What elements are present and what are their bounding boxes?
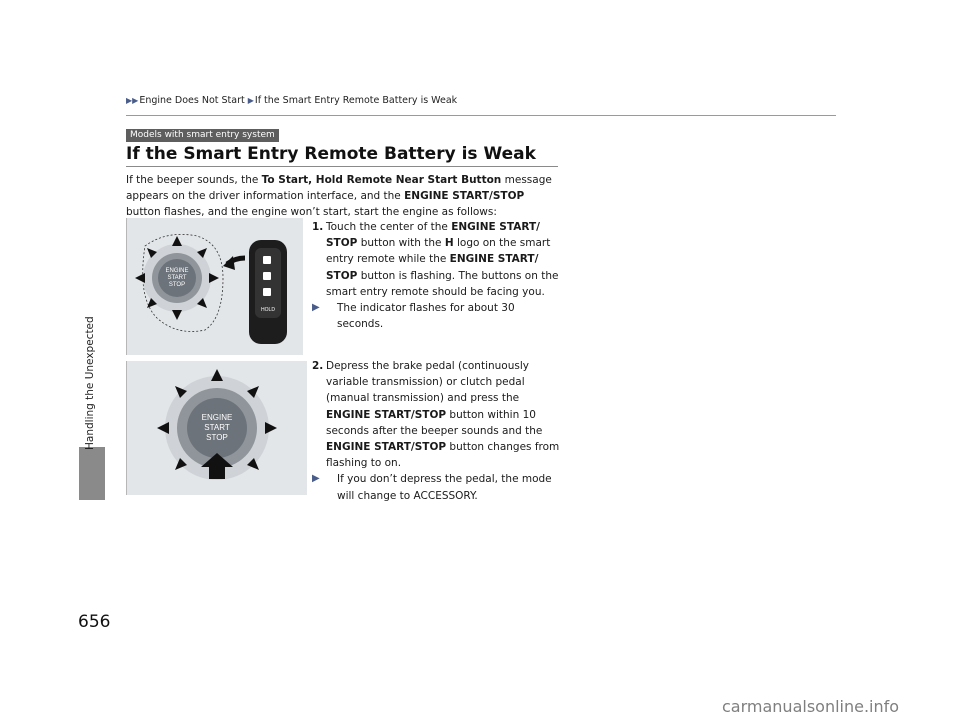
- button-label: ENGINE: [165, 268, 189, 274]
- section-tab: [79, 447, 105, 500]
- step-1: [312, 219, 562, 332]
- section-label: Handling the Unexpected: [84, 316, 96, 450]
- step-number: 1.: [312, 221, 324, 233]
- press-button-drawing: [127, 361, 307, 495]
- logo-name: H: [444, 237, 454, 250]
- title-divider: [126, 166, 558, 167]
- note-arrow-icon: ▶: [312, 473, 320, 485]
- remote-touch-drawing: [127, 218, 303, 355]
- step-text-part: Touch the center of the: [326, 221, 452, 233]
- remote-touch-illustration: [126, 218, 303, 355]
- button-name: ENGINE START/STOP: [326, 408, 447, 421]
- remote-buttons-icon: [263, 256, 271, 296]
- intro-text: button flashes, and the engine won’t start, start the engine as follows:: [126, 206, 497, 219]
- step-2: [312, 358, 562, 504]
- press-button-illustration: [126, 361, 307, 495]
- arrow-head-icon: [223, 256, 235, 270]
- note-text: If you don’t depress the pedal, the mode will change to ACCESSORY.: [337, 473, 552, 502]
- breadcrumb-item[interactable]: If the Smart Entry Remote Battery is Weak: [254, 95, 458, 106]
- watermark: carmanualsonline.info: [722, 697, 900, 716]
- step-text-part: logo on the smart entry remote while the: [326, 237, 551, 266]
- button-name: ENGINE START/ STOP: [326, 253, 539, 282]
- button-label: START: [167, 275, 187, 281]
- note-arrow-icon: ▶: [312, 302, 320, 314]
- button-label: ENGINE: [201, 413, 233, 422]
- breadcrumb: [126, 95, 457, 106]
- button-label: STOP: [206, 433, 228, 442]
- intro-text: If the beeper sounds, the: [126, 174, 262, 186]
- step-note: [312, 471, 562, 503]
- breadcrumb-arrow-icon: ▶▶: [126, 96, 139, 105]
- breadcrumb-arrow-icon: ▶: [247, 96, 254, 105]
- step-text-part: button within 10 seconds after the beeper sounds and the: [326, 408, 543, 437]
- step-text-part: button changes from flashing to on.: [326, 441, 560, 470]
- page-title: If the Smart Entry Remote Battery is Weak: [126, 144, 536, 164]
- step-text-part: Depress the brake pedal (continuously variable transmission) or clutch pedal (manual transmission) and press the: [326, 360, 529, 405]
- step-text-part: button with the: [357, 237, 445, 250]
- header-divider: [126, 115, 836, 116]
- model-badge: Models with smart entry system: [126, 129, 279, 142]
- step-text: [312, 358, 562, 471]
- button-label: STOP: [168, 282, 186, 288]
- button-name: ENGINE START/STOP: [326, 441, 447, 454]
- page-number: 656: [78, 612, 111, 632]
- intro-message-name: To Start, Hold Remote Near Start Button: [261, 174, 502, 186]
- intro-text: message appears on the driver information interface, and the: [126, 174, 552, 203]
- step-text: [312, 219, 562, 300]
- breadcrumb-item[interactable]: Engine Does Not Start: [139, 95, 245, 106]
- remote-hold-label: HOLD: [261, 307, 275, 313]
- intro-button-name: ENGINE START/STOP: [404, 190, 525, 203]
- intro-paragraph: [126, 172, 562, 221]
- step-number: 2.: [312, 360, 324, 372]
- button-name: ENGINE START/ STOP: [326, 221, 540, 250]
- step-text-part: button is flashing. The buttons on the smart entry remote should be facing you.: [326, 269, 559, 298]
- note-text: The indicator flashes for about 30 seconds.: [337, 302, 515, 331]
- step-note: [312, 300, 562, 332]
- button-label: START: [204, 423, 230, 432]
